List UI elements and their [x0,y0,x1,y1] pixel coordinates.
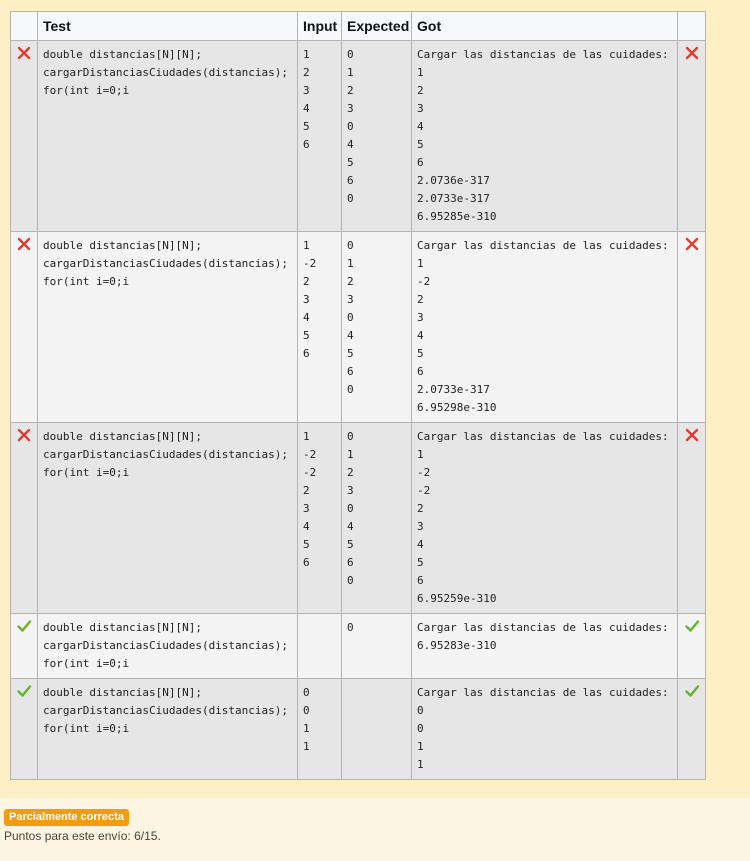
expected-cell [342,423,412,614]
cross-icon [16,45,32,61]
got-values: Cargar las distancias de las cuidades: 1 -2 -2 2 3 4 5 6 6.95259e-310 [417,430,669,605]
got-cell [412,614,678,679]
expected-cell [342,679,412,780]
test-cell [38,41,298,232]
row-status-cell [11,614,38,679]
table-row [11,614,706,679]
got-values: Cargar las distancias de las cuidades: 1 2 3 4 5 6 2.0736e-317 2.0733e-317 6.95285e-310 [417,48,669,223]
status-badge: Parcialmente correcta [4,809,129,826]
submission-result [4,807,161,843]
expected-values: 0 1 2 3 0 4 5 6 0 [347,48,354,205]
table-header-row [11,12,706,41]
row-status-cell [11,679,38,780]
row-result-cell [678,614,706,679]
input-values: 1 -2 2 3 4 5 6 [303,239,317,360]
row-status-cell [11,41,38,232]
test-cell [38,614,298,679]
got-cell [412,232,678,423]
input-cell [298,41,342,232]
got-cell [412,679,678,780]
check-icon [684,618,700,634]
test-code: double distancias[N][N]; cargarDistanciasCiudades(distancias); for(int i=0;i [43,686,289,735]
test-code: double distancias[N][N]; cargarDistanciasCiudades(distancias); for(int i=0;i [43,621,289,670]
input-values: 1 -2 -2 2 3 4 5 6 [303,430,317,569]
got-cell [412,41,678,232]
header-test: Test [38,12,298,41]
row-result-cell [678,423,706,614]
score-text: Puntos para este envío: 6/15. [4,829,161,843]
test-cell [38,232,298,423]
test-code: double distancias[N][N]; cargarDistanciasCiudades(distancias); for(int i=0;i [43,48,289,97]
table-row [11,423,706,614]
table-row [11,679,706,780]
expected-values: 0 [347,621,354,634]
cross-icon [684,45,700,61]
cross-icon [684,236,700,252]
input-cell [298,232,342,423]
row-result-cell [678,41,706,232]
expected-cell [342,41,412,232]
expected-cell [342,232,412,423]
expected-values: 0 1 2 3 0 4 5 6 0 [347,430,354,587]
row-status-cell [11,423,38,614]
check-icon [684,683,700,699]
header-input: Input [298,12,342,41]
got-values: Cargar las distancias de las cuidades: 0 0 1 1 [417,686,669,771]
test-results-table [10,11,706,780]
table-row [11,41,706,232]
got-values: Cargar las distancias de las cuidades: 1 -2 2 3 4 5 6 2.0733e-317 6.95298e-310 [417,239,669,414]
cross-icon [684,427,700,443]
input-cell [298,679,342,780]
test-code: double distancias[N][N]; cargarDistanciasCiudades(distancias); for(int i=0;i [43,430,289,479]
cross-icon [16,427,32,443]
row-result-cell [678,232,706,423]
input-cell [298,423,342,614]
table-row [11,232,706,423]
test-cell [38,679,298,780]
check-icon [16,683,32,699]
row-result-cell [678,679,706,780]
input-cell [298,614,342,679]
cross-icon [16,236,32,252]
header-status [11,12,38,41]
check-icon [16,618,32,634]
header-expected: Expected [342,12,412,41]
input-values: 0 0 1 1 [303,686,310,753]
row-status-cell [11,232,38,423]
expected-cell [342,614,412,679]
expected-values: 0 1 2 3 0 4 5 6 0 [347,239,354,396]
got-values: Cargar las distancias de las cuidades: 6.95283e-310 [417,621,669,652]
input-values: 1 2 3 4 5 6 [303,48,310,151]
got-cell [412,423,678,614]
test-cell [38,423,298,614]
test-code: double distancias[N][N]; cargarDistanciasCiudades(distancias); for(int i=0;i [43,239,289,288]
header-result [678,12,706,41]
header-got: Got [412,12,678,41]
